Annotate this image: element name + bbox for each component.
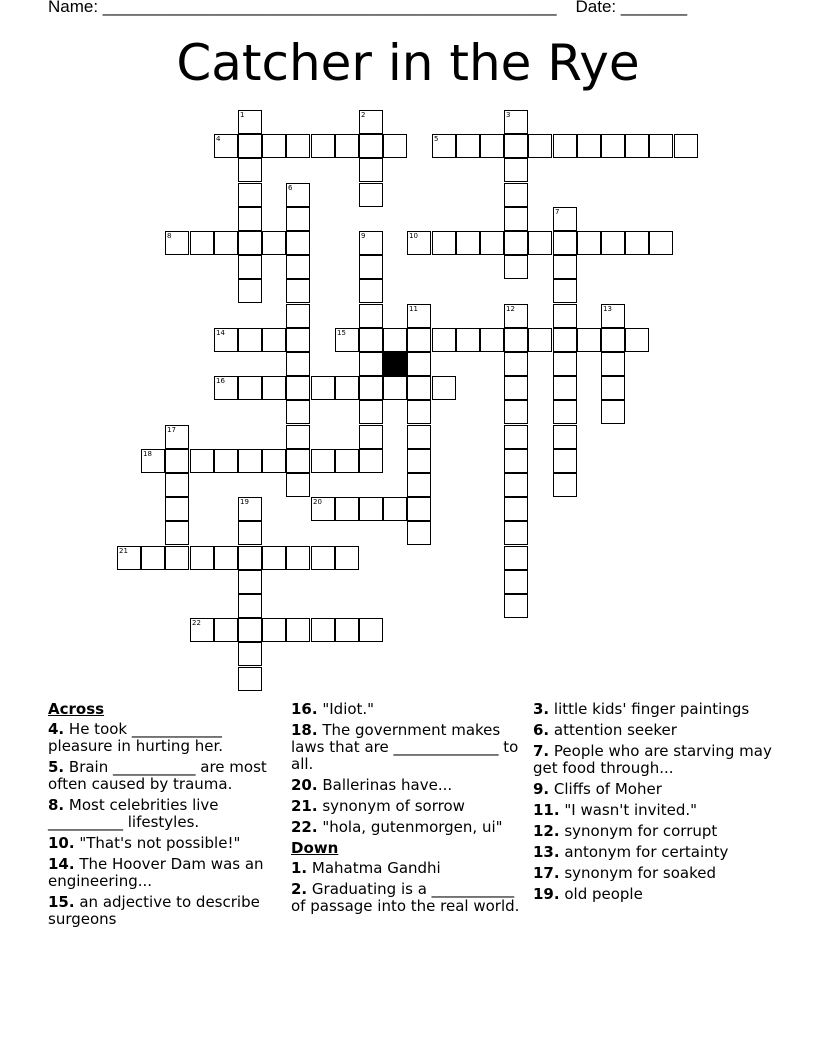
grid-cell[interactable] xyxy=(335,618,359,642)
grid-cell[interactable] xyxy=(577,328,601,352)
grid-cell[interactable] xyxy=(528,231,552,255)
grid-cell[interactable] xyxy=(165,521,189,545)
clue-number: 11 xyxy=(409,305,418,313)
grid-cell[interactable] xyxy=(553,352,577,376)
grid-cell[interactable] xyxy=(601,376,625,400)
clue-text: synonym for corrupt xyxy=(559,822,718,840)
grid-cell[interactable] xyxy=(383,376,407,400)
clue-item xyxy=(533,865,773,882)
grid-cell[interactable] xyxy=(335,134,359,158)
grid-cell[interactable] xyxy=(504,328,528,352)
grid-cell[interactable] xyxy=(286,207,310,231)
grid-cell[interactable] xyxy=(504,473,528,497)
grid-cell[interactable] xyxy=(286,425,310,449)
grid-cell[interactable] xyxy=(625,231,649,255)
grid-cell[interactable] xyxy=(286,618,310,642)
grid-cell[interactable] xyxy=(262,376,286,400)
grid-cell[interactable] xyxy=(577,134,601,158)
grid-cell[interactable] xyxy=(262,134,286,158)
clue-item xyxy=(48,797,283,831)
grid-cell[interactable] xyxy=(214,449,238,473)
grid-cell[interactable] xyxy=(262,618,286,642)
clue-text: Cliffs of Moher xyxy=(549,780,662,798)
grid-cell[interactable] xyxy=(407,400,431,424)
clue-item xyxy=(533,781,773,798)
clue-text: The Hoover Dam was an engineering... xyxy=(48,855,264,890)
clue-text: "That's not possible!" xyxy=(74,834,241,852)
clue-number: 21 xyxy=(119,547,128,555)
clue-number: 7 xyxy=(555,208,560,216)
clue-text: People who are starving may get food through... xyxy=(533,742,772,777)
clue-num: 15. xyxy=(48,893,75,911)
clue-number: 20 xyxy=(313,498,322,506)
grid-cell[interactable] xyxy=(432,328,456,352)
clue-item xyxy=(533,802,773,819)
grid-cell[interactable] xyxy=(214,546,238,570)
clue-num: 4. xyxy=(48,720,65,738)
grid-cell[interactable] xyxy=(383,328,407,352)
grid-cell[interactable] xyxy=(311,618,335,642)
grid-cell[interactable] xyxy=(262,328,286,352)
clue-number: 12 xyxy=(506,305,515,313)
grid-cell[interactable] xyxy=(625,134,649,158)
grid-cell[interactable] xyxy=(286,304,310,328)
clue-number: 6 xyxy=(288,184,293,192)
clue-number: 1 xyxy=(240,111,245,119)
grid-cell[interactable] xyxy=(480,231,504,255)
grid-cell[interactable] xyxy=(601,400,625,424)
grid-cell[interactable] xyxy=(504,352,528,376)
clue-item xyxy=(48,721,283,755)
grid-cell[interactable] xyxy=(359,255,383,279)
grid-cell[interactable] xyxy=(504,521,528,545)
clue-num: 14. xyxy=(48,855,75,873)
grid-cell[interactable] xyxy=(553,425,577,449)
grid-cell[interactable] xyxy=(407,473,431,497)
clue-number: 17 xyxy=(167,426,176,434)
grid-cell[interactable] xyxy=(601,231,625,255)
grid-cell[interactable] xyxy=(238,521,262,545)
clue-text: Brain ___________ are most often caused by trauma. xyxy=(48,758,267,793)
grid-cell[interactable] xyxy=(407,352,431,376)
grid-cell[interactable] xyxy=(407,449,431,473)
grid-cell[interactable] xyxy=(359,134,383,158)
grid-cell[interactable] xyxy=(359,425,383,449)
clue-item xyxy=(291,777,526,794)
grid-cell[interactable] xyxy=(649,231,673,255)
clue-num: 10. xyxy=(48,834,75,852)
grid-cell[interactable] xyxy=(238,207,262,231)
grid-cell[interactable] xyxy=(238,231,262,255)
grid-cell[interactable] xyxy=(553,376,577,400)
clue-text: He took ____________ pleasure in hurting her. xyxy=(48,720,224,755)
grid-cell[interactable] xyxy=(359,400,383,424)
name-date-line: Name: ________________________________________________ Date: _______ xyxy=(48,0,688,16)
grid-cell[interactable] xyxy=(359,352,383,376)
clue-column-1 xyxy=(48,701,283,932)
grid-cell[interactable] xyxy=(238,279,262,303)
grid-cell[interactable] xyxy=(214,618,238,642)
grid-cell[interactable] xyxy=(383,497,407,521)
clue-number: 5 xyxy=(434,135,439,143)
grid-cell[interactable] xyxy=(286,134,310,158)
grid-cell[interactable] xyxy=(553,400,577,424)
clue-num: 11. xyxy=(533,801,560,819)
clue-text: "hola, gutenmorgen, ui" xyxy=(317,818,503,836)
grid-cell[interactable] xyxy=(141,546,165,570)
grid-cell[interactable] xyxy=(214,231,238,255)
clue-item xyxy=(291,819,526,836)
grid-cell[interactable] xyxy=(359,279,383,303)
clue-num: 17. xyxy=(533,864,560,882)
clue-column-3 xyxy=(533,701,773,907)
grid-cell[interactable] xyxy=(504,376,528,400)
grid-cell[interactable] xyxy=(359,618,383,642)
grid-cell[interactable] xyxy=(311,134,335,158)
page-title: Catcher in the Rye xyxy=(176,34,640,92)
clue-item xyxy=(291,701,526,718)
grid-cell[interactable] xyxy=(528,134,552,158)
clue-text: antonym for certainty xyxy=(559,843,729,861)
grid-cell[interactable] xyxy=(238,255,262,279)
clue-item xyxy=(48,759,283,793)
grid-cell[interactable] xyxy=(238,376,262,400)
grid-cell[interactable] xyxy=(286,328,310,352)
grid-cell[interactable] xyxy=(407,425,431,449)
grid-cell[interactable] xyxy=(238,594,262,618)
grid-cell[interactable] xyxy=(190,449,214,473)
grid-cell[interactable] xyxy=(407,497,431,521)
clue-text: little kids' finger paintings xyxy=(549,700,750,718)
clue-num: 22. xyxy=(291,818,318,836)
grid-cell[interactable] xyxy=(335,449,359,473)
clue-number: 16 xyxy=(216,377,225,385)
clue-number: 15 xyxy=(337,329,346,337)
grid-cell[interactable] xyxy=(359,304,383,328)
grid-cell[interactable] xyxy=(165,449,189,473)
clue-num: 1. xyxy=(291,859,308,877)
black-square xyxy=(383,352,407,376)
grid-cell[interactable] xyxy=(286,352,310,376)
clue-number: 2 xyxy=(361,111,366,119)
grid-cell[interactable] xyxy=(286,473,310,497)
clue-item xyxy=(48,835,283,852)
grid-cell[interactable] xyxy=(553,255,577,279)
grid-cell[interactable] xyxy=(504,400,528,424)
grid-cell[interactable] xyxy=(601,352,625,376)
grid-cell[interactable] xyxy=(286,449,310,473)
grid-cell[interactable] xyxy=(286,231,310,255)
grid-cell[interactable] xyxy=(528,328,552,352)
grid-cell[interactable] xyxy=(238,449,262,473)
grid-cell[interactable] xyxy=(504,255,528,279)
grid-cell[interactable] xyxy=(504,570,528,594)
clue-text: "Idiot." xyxy=(317,700,375,718)
grid-cell[interactable] xyxy=(311,449,335,473)
grid-cell[interactable] xyxy=(553,328,577,352)
clue-text: old people xyxy=(559,885,643,903)
grid-cell[interactable] xyxy=(238,667,262,691)
grid-cell[interactable] xyxy=(553,279,577,303)
clue-text: Most celebrities live __________ lifestyles. xyxy=(48,796,219,831)
grid-cell[interactable] xyxy=(504,134,528,158)
grid-cell[interactable] xyxy=(359,183,383,207)
grid-cell[interactable] xyxy=(359,158,383,182)
grid-cell[interactable] xyxy=(456,328,480,352)
grid-cell[interactable] xyxy=(165,546,189,570)
grid-cell[interactable] xyxy=(625,328,649,352)
clue-num: 18. xyxy=(291,721,318,739)
clue-number: 8 xyxy=(167,232,172,240)
grid-cell[interactable] xyxy=(286,546,310,570)
clue-num: 5. xyxy=(48,758,65,776)
grid-cell[interactable] xyxy=(286,376,310,400)
clue-text: The government makes laws that are ______________ to all. xyxy=(291,721,519,773)
clue-num: 12. xyxy=(533,822,560,840)
grid-cell[interactable] xyxy=(311,546,335,570)
clue-num: 2. xyxy=(291,880,308,898)
clue-num: 8. xyxy=(48,796,65,814)
clue-text: Ballerinas have... xyxy=(317,776,453,794)
grid-cell[interactable] xyxy=(311,376,335,400)
grid-cell[interactable] xyxy=(553,304,577,328)
clue-num: 9. xyxy=(533,780,550,798)
clue-number: 4 xyxy=(216,135,221,143)
grid-cell[interactable] xyxy=(504,546,528,570)
grid-cell[interactable] xyxy=(359,449,383,473)
grid-cell[interactable] xyxy=(359,328,383,352)
grid-cell[interactable] xyxy=(504,183,528,207)
grid-cell[interactable] xyxy=(238,546,262,570)
grid-cell[interactable] xyxy=(262,449,286,473)
clue-number: 13 xyxy=(603,305,612,313)
grid-cell[interactable] xyxy=(286,255,310,279)
clue-item xyxy=(533,722,773,739)
grid-cell[interactable] xyxy=(480,134,504,158)
grid-cell[interactable] xyxy=(601,328,625,352)
clue-item xyxy=(291,798,526,815)
clue-item xyxy=(291,881,526,915)
grid-cell[interactable] xyxy=(383,134,407,158)
clue-num: 6. xyxy=(533,721,550,739)
grid-cell[interactable] xyxy=(165,473,189,497)
clue-item xyxy=(533,886,773,903)
grid-cell[interactable] xyxy=(504,231,528,255)
grid-cell[interactable] xyxy=(335,546,359,570)
clue-item xyxy=(48,856,283,890)
clue-item xyxy=(533,743,773,777)
clue-num: 7. xyxy=(533,742,550,760)
grid-cell[interactable] xyxy=(238,158,262,182)
clue-column-2 xyxy=(291,701,526,919)
clue-item xyxy=(291,860,526,877)
grid-cell[interactable] xyxy=(286,400,310,424)
grid-cell[interactable] xyxy=(553,473,577,497)
grid-cell[interactable] xyxy=(190,231,214,255)
clue-text: attention seeker xyxy=(549,721,677,739)
grid-cell[interactable] xyxy=(504,497,528,521)
clue-text: synonym of sorrow xyxy=(317,797,465,815)
clue-number: 9 xyxy=(361,232,366,240)
clue-number: 10 xyxy=(409,232,418,240)
grid-cell[interactable] xyxy=(262,231,286,255)
clue-item xyxy=(533,823,773,840)
grid-cell[interactable] xyxy=(238,328,262,352)
clue-num: 21. xyxy=(291,797,318,815)
grid-cell[interactable] xyxy=(407,521,431,545)
grid-cell[interactable] xyxy=(335,497,359,521)
grid-cell[interactable] xyxy=(335,376,359,400)
grid-cell[interactable] xyxy=(359,376,383,400)
clue-num: 20. xyxy=(291,776,318,794)
clue-item xyxy=(533,844,773,861)
grid-cell[interactable] xyxy=(553,449,577,473)
grid-cell[interactable] xyxy=(553,231,577,255)
grid-cell[interactable] xyxy=(456,231,480,255)
grid-cell[interactable] xyxy=(504,207,528,231)
grid-cell[interactable] xyxy=(238,642,262,666)
grid-cell[interactable] xyxy=(238,183,262,207)
clue-item xyxy=(533,701,773,718)
grid-cell[interactable] xyxy=(407,376,431,400)
clue-num: 3. xyxy=(533,700,550,718)
grid-cell[interactable] xyxy=(286,279,310,303)
clue-text: Mahatma Gandhi xyxy=(307,859,441,877)
clue-item xyxy=(291,722,526,773)
grid-cell[interactable] xyxy=(504,158,528,182)
grid-cell[interactable] xyxy=(504,425,528,449)
clue-num: 16. xyxy=(291,700,318,718)
grid-cell[interactable] xyxy=(649,134,673,158)
grid-cell[interactable] xyxy=(504,594,528,618)
clue-text: Graduating is a ___________ of passage into the real world. xyxy=(291,880,520,915)
grid-cell[interactable] xyxy=(238,570,262,594)
clue-item xyxy=(48,894,283,928)
grid-cell[interactable] xyxy=(432,231,456,255)
grid-cell[interactable] xyxy=(238,618,262,642)
grid-cell[interactable] xyxy=(407,328,431,352)
grid-cell[interactable] xyxy=(480,328,504,352)
grid-cell[interactable] xyxy=(456,134,480,158)
grid-cell[interactable] xyxy=(238,134,262,158)
clue-number: 14 xyxy=(216,329,225,337)
grid-cell[interactable] xyxy=(165,497,189,521)
grid-cell[interactable] xyxy=(601,134,625,158)
grid-cell[interactable] xyxy=(577,231,601,255)
grid-cell[interactable] xyxy=(190,546,214,570)
clue-text: an adjective to describe surgeons xyxy=(48,893,260,928)
clue-number: 22 xyxy=(192,619,201,627)
grid-cell[interactable] xyxy=(504,449,528,473)
clue-num: 19. xyxy=(533,885,560,903)
grid-cell[interactable] xyxy=(432,376,456,400)
grid-cell[interactable] xyxy=(359,497,383,521)
across-heading: Across xyxy=(48,700,105,718)
clue-number: 19 xyxy=(240,498,249,506)
grid-cell[interactable] xyxy=(674,134,698,158)
clue-number: 3 xyxy=(506,111,511,119)
clue-num: 13. xyxy=(533,843,560,861)
clue-text: synonym for soaked xyxy=(559,864,716,882)
clue-text: "I wasn't invited." xyxy=(559,801,698,819)
down-heading: Down xyxy=(291,839,339,857)
clue-number: 18 xyxy=(143,450,152,458)
grid-cell[interactable] xyxy=(262,546,286,570)
grid-cell[interactable] xyxy=(553,134,577,158)
